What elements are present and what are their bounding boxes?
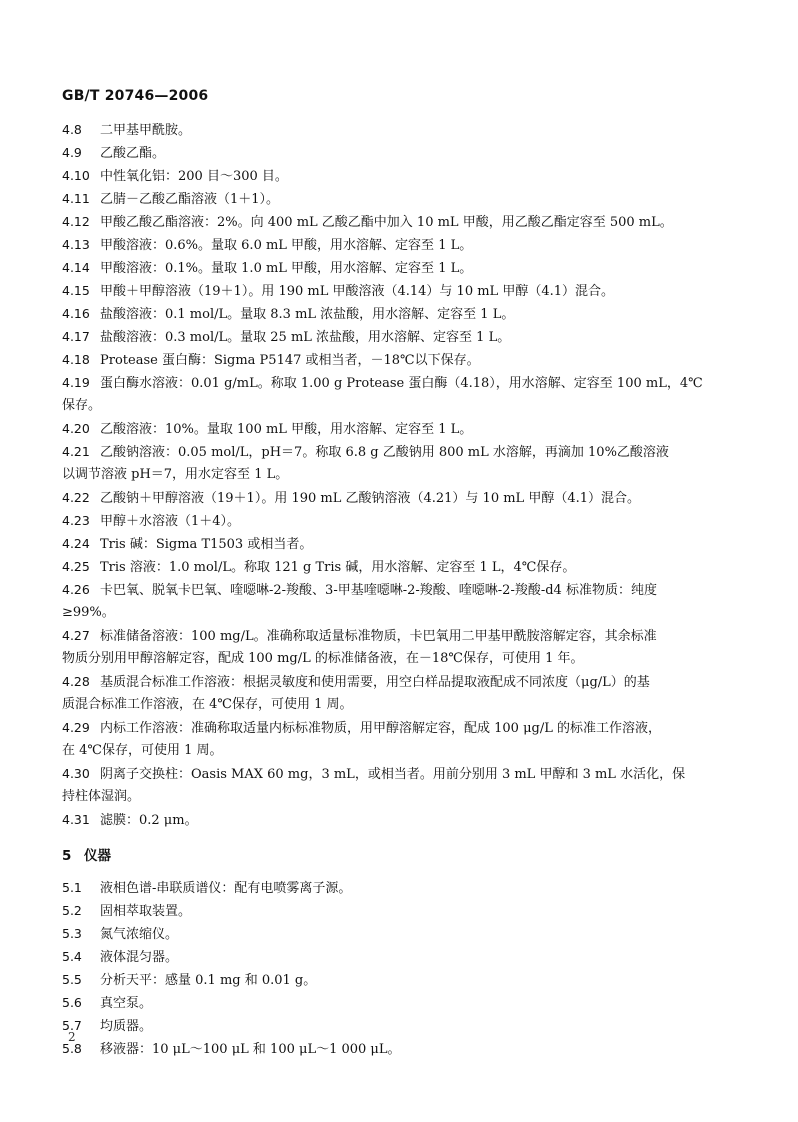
list-item bbox=[62, 141, 736, 164]
item-number: 4.13 bbox=[62, 237, 90, 252]
item-text: 二甲基甲酰胺。 bbox=[100, 123, 192, 138]
list-item bbox=[62, 899, 736, 922]
item-number: 5.2 bbox=[62, 903, 82, 918]
list-item bbox=[62, 187, 736, 210]
item-number: 4.18 bbox=[62, 352, 90, 367]
item-number: 4.31 bbox=[62, 812, 90, 827]
list-item bbox=[62, 509, 736, 532]
list-item bbox=[62, 256, 736, 279]
item-text: 乙腈－乙酸乙酯溶液（1＋1）。 bbox=[100, 192, 280, 207]
list-item bbox=[62, 876, 736, 899]
page-number: 2 bbox=[68, 1030, 76, 1044]
list-item bbox=[62, 762, 736, 785]
item-text: 质混合标准工作溶液，在 4℃保存，可使用 1 周。 bbox=[62, 697, 353, 712]
item-number: 4.17 bbox=[62, 329, 90, 344]
item-text: 标准储备溶液：100 mg/L。准确称取适量标准物质，卡巴氧用二甲基甲酰胺溶解定容，其余标准 bbox=[100, 629, 657, 644]
list-item bbox=[62, 555, 736, 578]
list-item bbox=[62, 532, 736, 555]
item-text: 物质分别用甲醇溶解定容，配成 100 mg/L 的标准储备液，在－18℃保存，可使用 1 年。 bbox=[62, 651, 584, 666]
item-text: 乙酸钠＋甲醇溶液（19＋1）。用 190 mL 乙酸钠溶液（4.21）与 10 mL 甲醇（4.1）混合。 bbox=[100, 491, 641, 506]
list-item bbox=[62, 279, 736, 302]
item-text: 固相萃取装置。 bbox=[100, 904, 192, 919]
standard-id-header: GB/T 20746—2006 bbox=[62, 88, 209, 104]
list-item bbox=[62, 118, 736, 141]
list-item bbox=[62, 670, 736, 693]
item-text: 乙酸乙酯。 bbox=[100, 146, 166, 161]
item-text: 内标工作溶液：准确称取适量内标标准物质，用甲醇溶解定容，配成 100 μg/L 的标准工作溶液， bbox=[100, 721, 661, 736]
item-text: 真空泵。 bbox=[100, 996, 153, 1011]
list-item bbox=[62, 486, 736, 509]
list-item bbox=[62, 440, 736, 463]
list-item bbox=[62, 945, 736, 968]
item-number: 4.26 bbox=[62, 582, 90, 597]
list-item-continuation bbox=[62, 601, 736, 624]
item-number: 4.24 bbox=[62, 536, 90, 551]
section-title: 仪器 bbox=[84, 848, 111, 864]
item-text: 中性氧化铝：200 目～300 目。 bbox=[100, 169, 288, 184]
item-text: 阴离子交换柱：Oasis MAX 60 mg，3 mL，或相当者。用前分别用 3 mL 甲醇和 3 mL 水活化，保 bbox=[100, 767, 686, 782]
item-number: 4.8 bbox=[62, 122, 82, 137]
item-number: 4.27 bbox=[62, 628, 90, 643]
item-number: 5.7 bbox=[62, 1018, 82, 1033]
list-item-continuation bbox=[62, 785, 736, 808]
list-item bbox=[62, 808, 736, 831]
list-item-continuation bbox=[62, 739, 736, 762]
item-text: 均质器。 bbox=[100, 1019, 153, 1034]
item-number: 4.14 bbox=[62, 260, 90, 275]
item-text: 滤膜：0.2 μm。 bbox=[100, 813, 198, 828]
list-item-continuation bbox=[62, 463, 736, 486]
item-number: 4.29 bbox=[62, 720, 90, 735]
section-4-items bbox=[62, 118, 736, 831]
list-item bbox=[62, 417, 736, 440]
item-number: 4.10 bbox=[62, 168, 90, 183]
list-item bbox=[62, 371, 736, 394]
list-item bbox=[62, 164, 736, 187]
item-number: 4.19 bbox=[62, 375, 90, 390]
list-item bbox=[62, 233, 736, 256]
item-text: 甲醇＋水溶液（1＋4）。 bbox=[100, 514, 241, 529]
item-text: 甲酸溶液：0.1%。量取 1.0 mL 甲酸，用水溶解、定容至 1 L。 bbox=[100, 261, 473, 276]
item-text: 在 4℃保存，可使用 1 周。 bbox=[62, 743, 223, 758]
item-number: 4.20 bbox=[62, 421, 90, 436]
item-number: 4.23 bbox=[62, 513, 90, 528]
item-number: 4.16 bbox=[62, 306, 90, 321]
item-number: 4.9 bbox=[62, 145, 82, 160]
item-text: ≥99%。 bbox=[62, 605, 115, 620]
item-number: 4.28 bbox=[62, 674, 90, 689]
list-item bbox=[62, 325, 736, 348]
item-number: 4.30 bbox=[62, 766, 90, 781]
list-item bbox=[62, 302, 736, 325]
list-item bbox=[62, 922, 736, 945]
item-text: 移液器：10 μL～100 μL 和 100 μL～1 000 μL。 bbox=[100, 1042, 401, 1057]
list-item bbox=[62, 348, 736, 371]
item-text: 甲酸＋甲醇溶液（19＋1）。用 190 mL 甲酸溶液（4.14）与 10 mL 甲醇（4.1）混合。 bbox=[100, 284, 615, 299]
item-text: Protease 蛋白酶：Sigma P5147 或相当者，－18℃以下保存。 bbox=[100, 353, 480, 368]
list-item bbox=[62, 991, 736, 1014]
item-text: 分析天平：感量 0.1 mg 和 0.01 g。 bbox=[100, 973, 317, 988]
list-item bbox=[62, 624, 736, 647]
section-number: 5 bbox=[62, 848, 72, 864]
item-text: 以调节溶液 pH＝7，用水定容至 1 L。 bbox=[62, 467, 289, 482]
item-text: 液相色谱-串联质谱仪：配有电喷雾离子源。 bbox=[100, 881, 352, 896]
item-text: 液体混匀器。 bbox=[100, 950, 179, 965]
item-number: 4.21 bbox=[62, 444, 90, 459]
list-item-continuation bbox=[62, 647, 736, 670]
item-number: 5.4 bbox=[62, 949, 82, 964]
item-text: 持柱体湿润。 bbox=[62, 789, 141, 804]
item-number: 4.15 bbox=[62, 283, 90, 298]
item-text: 卡巴氧、脱氧卡巴氧、喹噁啉-2-羧酸、3-甲基喹噁啉-2-羧酸、喹噁啉-2-羧酸-d4 标准物质：纯度 bbox=[100, 583, 657, 598]
item-number: 4.11 bbox=[62, 191, 90, 206]
list-item-continuation bbox=[62, 394, 736, 417]
list-item bbox=[62, 968, 736, 991]
item-text: Tris 碱：Sigma T1503 或相当者。 bbox=[100, 537, 313, 552]
list-item bbox=[62, 210, 736, 233]
list-item bbox=[62, 578, 736, 601]
document-body bbox=[62, 118, 736, 1060]
list-item bbox=[62, 716, 736, 739]
item-text: 盐酸溶液：0.1 mol/L。量取 8.3 mL 浓盐酸，用水溶解、定容至 1 L。 bbox=[100, 307, 515, 322]
item-number: 4.22 bbox=[62, 490, 90, 505]
item-text: 保存。 bbox=[62, 398, 102, 413]
section-5-items bbox=[62, 876, 736, 1060]
item-text: 甲酸溶液：0.6%。量取 6.0 mL 甲酸，用水溶解、定容至 1 L。 bbox=[100, 238, 473, 253]
item-number: 5.6 bbox=[62, 995, 82, 1010]
list-item bbox=[62, 1037, 736, 1060]
item-text: 甲酸乙酸乙酯溶液：2%。向 400 mL 乙酸乙酯中加入 10 mL 甲酸，用乙酸乙酯定容至 500 mL。 bbox=[100, 215, 673, 230]
item-number: 4.12 bbox=[62, 214, 90, 229]
list-item-continuation bbox=[62, 693, 736, 716]
item-number: 4.25 bbox=[62, 559, 90, 574]
item-number: 5.5 bbox=[62, 972, 82, 987]
item-number: 5.8 bbox=[62, 1041, 82, 1056]
item-text: 蛋白酶水溶液：0.01 g/mL。称取 1.00 g Protease 蛋白酶（4.18），用水溶解、定容至 100 mL，4℃ bbox=[100, 376, 703, 391]
item-text: 乙酸溶液：10%。量取 100 mL 甲酸，用水溶解、定容至 1 L。 bbox=[100, 422, 473, 437]
item-number: 5.3 bbox=[62, 926, 82, 941]
item-text: 乙酸钠溶液：0.05 mol/L，pH＝7。称取 6.8 g 乙酸钠用 800 mL 水溶解，再滴加 10%乙酸溶液 bbox=[100, 445, 669, 460]
item-number: 5.1 bbox=[62, 880, 82, 895]
item-text: 氮气浓缩仪。 bbox=[100, 927, 179, 942]
item-text: 盐酸溶液：0.3 mol/L。量取 25 mL 浓盐酸，用水溶解、定容至 1 L。 bbox=[100, 330, 511, 345]
item-text: 基质混合标准工作溶液：根据灵敏度和使用需要，用空白样品提取液配成不同浓度（μg/L）的基 bbox=[100, 675, 650, 690]
section-5-heading bbox=[62, 845, 736, 868]
item-text: Tris 溶液：1.0 mol/L。称取 121 g Tris 碱，用水溶解、定容至 1 L，4℃保存。 bbox=[100, 560, 576, 575]
list-item bbox=[62, 1014, 736, 1037]
